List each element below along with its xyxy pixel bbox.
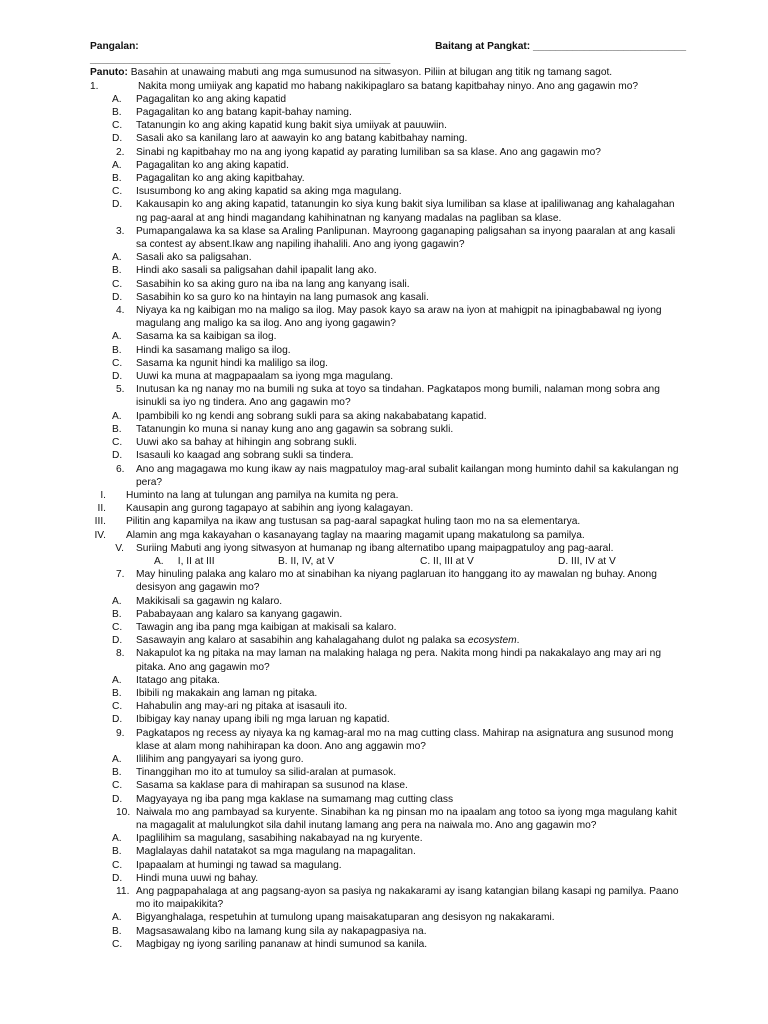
question-10 bbox=[90, 806, 682, 832]
choice-c[interactable] bbox=[90, 436, 682, 449]
choice-c[interactable] bbox=[90, 119, 682, 132]
roman-item-3 bbox=[90, 515, 682, 528]
roman-text: Huminto na lang at tulungan ang pamilya na kumita ng pera. bbox=[126, 489, 399, 501]
choice-letter: A. bbox=[112, 159, 122, 171]
question-8 bbox=[90, 647, 682, 673]
question-text: Nakita mong umiiyak ang kapatid mo habang nakikipaglaro sa batang kapitbahay ninyo. Ano ang gagawin mo? bbox=[138, 80, 639, 92]
choice-d[interactable] bbox=[90, 291, 682, 304]
choice-text: Hindi muna uuwi ng bahay. bbox=[136, 872, 259, 884]
choice-b[interactable] bbox=[90, 925, 682, 938]
question-number: 2. bbox=[116, 146, 125, 158]
choice-letter: A. bbox=[112, 252, 122, 264]
instructions bbox=[90, 66, 682, 79]
question-1 bbox=[90, 80, 682, 93]
choice-text: Ipapaalam at humingi ng tawad sa magulang. bbox=[136, 859, 342, 871]
question-text: Sinabi ng kapitbahay mo na ang iyong kapatid ay parating lumiliban sa sa klase. Ano ang gagawin mo? bbox=[136, 146, 601, 158]
question-number: 1. bbox=[90, 80, 99, 92]
choice-letter: A. bbox=[112, 753, 122, 765]
choice-letter: B. bbox=[112, 107, 122, 119]
choice-text: Hindi ka sasamang maligo sa ilog. bbox=[136, 344, 291, 356]
choice-letter: B. bbox=[112, 846, 122, 858]
question-7 bbox=[90, 568, 682, 594]
choice-a[interactable] bbox=[90, 410, 682, 423]
choice-b[interactable] bbox=[90, 344, 682, 357]
choice-text: Ibibigay kay nanay upang ibili ng mga laruan ng kapatid. bbox=[136, 714, 390, 726]
choice-text: Tatanungin ko muna si nanay kung ano ang gagawin sa sobrang sukli. bbox=[136, 423, 454, 435]
choice-letter: D. bbox=[112, 450, 123, 462]
choice-text: Itatago ang pitaka. bbox=[136, 674, 220, 686]
roman-numeral: III. bbox=[94, 516, 106, 528]
question-11 bbox=[90, 885, 682, 911]
choice-letter: B. bbox=[112, 608, 122, 620]
question-6 bbox=[90, 463, 682, 489]
choice-text: Pagagalitan ko ang aking kapatid bbox=[136, 93, 287, 105]
choice-letter: C. bbox=[112, 120, 123, 132]
choice-c[interactable] bbox=[90, 938, 682, 951]
choice-letter: D. bbox=[112, 371, 123, 383]
choice-letter: B. bbox=[112, 925, 122, 937]
roman-numeral: I. bbox=[100, 489, 106, 501]
question-text: Pagkatapos ng recess ay niyaya ka ng kamag-aral mo na mag cutting class. Mahirap na asignatura ang susunod mong klase at alam mong nahihirapan ka doon. Ano ang aggawin mo? bbox=[136, 727, 674, 752]
choice-letter: A. bbox=[112, 912, 122, 924]
choice-a[interactable] bbox=[90, 674, 682, 687]
choice-text: Isasauli ko kaagad ang sobrang sukli sa tindera. bbox=[136, 450, 354, 462]
roman-item-5 bbox=[90, 542, 682, 555]
choice-letter: A. bbox=[154, 555, 164, 567]
question-text: Ang pagpapahalaga at ang pagsang-ayon sa pasiya ng nakakarami ay isang katangian bilang kasapi ng pamilya. Paano mo ito maipakikita? bbox=[136, 886, 679, 911]
choice-text: Hindi ako sasali sa paligsahan dahil ipapalit lang ako. bbox=[136, 265, 377, 277]
choice-letter: C. bbox=[112, 938, 123, 950]
choice-text: Magbigay ng iyong sariling pananaw at hindi sumunod sa kanila. bbox=[136, 938, 428, 950]
roman-text: Suriing Mabuti ang iyong sitwasyon at humanap ng ibang alternatibo upang maipagpatuloy ang pag-aaral. bbox=[136, 542, 614, 554]
question-text: Inutusan ka ng nanay mo na bumili ng suka at toyo sa tindahan. Pagkatapos mong bumili, nalaman mong sobra ang isinukli sa iyo ng tindera. Ano ang gagawin mo? bbox=[136, 384, 660, 409]
question-2 bbox=[90, 146, 682, 159]
choice-a[interactable] bbox=[90, 251, 682, 264]
choice-text: Magyayaya ng iba pang mga kaklase na sumamang mag cutting class bbox=[136, 793, 454, 805]
choice-text: Bigyanghalaga, respetuhin at tumulong upang maisakatuparan ang desisyon ng nakakarami. bbox=[136, 912, 555, 924]
choice-letter: B. bbox=[112, 423, 122, 435]
choice-letter: B. bbox=[112, 265, 122, 277]
question-text: Niyaya ka ng kaibigan mo na maligo sa ilog. May pasok kayo sa araw na iyon at mahigpit na ipinagbabawal ng iyong magulang ang maligo ka sa ilog. Ano ang iyong gagawin? bbox=[136, 305, 662, 330]
choice-text: Sasali ako sa paligsahan. bbox=[136, 252, 252, 264]
choice-letter: B. bbox=[278, 555, 288, 567]
choice-letter: C. bbox=[420, 555, 431, 567]
choice-d[interactable] bbox=[90, 634, 682, 647]
choice-text: Maglalayas dahil natatakot sa mga magulang na mapagalitan. bbox=[136, 846, 416, 858]
q6-choices bbox=[90, 555, 682, 568]
choice-letter: A. bbox=[112, 93, 122, 105]
question-text: Pumapangalawa ka sa klase sa Araling Panlipunan. Mayroong gaganaping paligsahan sa inyong paaralan at ang kasali sa contest ay absent.Ikaw ang napiling ihahalili. Ano ang iyong gagawin? bbox=[136, 225, 676, 251]
choice-text: Sasali ako sa kanilang laro at aawayin ko ang batang kabitbahay naming. bbox=[136, 133, 468, 145]
choice-b[interactable] bbox=[90, 766, 682, 779]
choice-text: Hahabulin ang may-ari ng pitaka at isasauli ito. bbox=[136, 701, 348, 713]
question-number: 5. bbox=[116, 384, 125, 396]
choice-letter: B. bbox=[112, 767, 122, 779]
choice-letter: D. bbox=[112, 291, 123, 303]
choice-text: Ipaglilihim sa magulang, sasabihing nakabayad na ng kuryente. bbox=[136, 833, 423, 845]
choice-text: Sasama ka sa kaibigan sa ilog. bbox=[136, 331, 277, 343]
choice-b[interactable] bbox=[90, 845, 682, 858]
choice-d[interactable] bbox=[90, 198, 682, 224]
question-number: 11. bbox=[116, 886, 130, 897]
roman-text: Pilitin ang kapamilya na ikaw ang tustusan sa pag-aaral sapagkat huling taon mo na sa elementarya. bbox=[126, 516, 581, 528]
choice-a[interactable] bbox=[90, 330, 682, 343]
choice-d[interactable] bbox=[90, 132, 682, 145]
roman-item-4 bbox=[90, 529, 682, 542]
question-3 bbox=[90, 225, 682, 251]
choice-text: Tawagin ang iba pang mga kaibigan at makisali sa kalaro. bbox=[136, 621, 397, 633]
choice-text: Pagagalitan ko ang aking kapitbahay. bbox=[136, 173, 305, 185]
choice-b[interactable] bbox=[90, 687, 682, 700]
roman-item-2 bbox=[90, 502, 682, 515]
choice-letter: D. bbox=[112, 133, 123, 145]
choice-b[interactable] bbox=[90, 172, 682, 185]
choice-text: Pagagalitan ko ang aking kapatid. bbox=[136, 159, 289, 171]
choice-a[interactable] bbox=[90, 595, 682, 608]
question-4 bbox=[90, 304, 682, 330]
question-text: Nakapulot ka ng pitaka na may laman na malaking halaga ng pera. Nakita mong hindi pa nakakalayo ang may ari ng pitaka. Ano ang gagawin mo? bbox=[136, 648, 661, 673]
choice-letter: D. bbox=[112, 872, 123, 884]
roman-numeral: II. bbox=[97, 503, 106, 515]
question-number: 8. bbox=[116, 648, 125, 660]
name-label: Pangalan: bbox=[90, 41, 139, 52]
choice-letter: B. bbox=[112, 173, 122, 185]
choice-b[interactable] bbox=[90, 608, 682, 621]
choice-letter: A. bbox=[112, 674, 122, 686]
choice-text: II, III at V bbox=[433, 555, 474, 567]
choice-c[interactable] bbox=[90, 700, 682, 713]
choice-letter: C. bbox=[112, 278, 123, 290]
name-line: _____________________________________________________ bbox=[90, 54, 391, 66]
header-row bbox=[90, 40, 686, 53]
choice-a[interactable] bbox=[90, 93, 682, 106]
choice-text: Magsasawalang kibo na lamang kung sila ay nakapagpasiya na. bbox=[136, 925, 427, 937]
question-5 bbox=[90, 383, 682, 409]
question-9 bbox=[90, 727, 682, 753]
choice-text: I, II at III bbox=[177, 555, 215, 567]
roman-numeral: V. bbox=[115, 542, 124, 554]
choice-b[interactable] bbox=[278, 555, 420, 568]
choice-b[interactable] bbox=[90, 264, 682, 277]
question-number: 10. bbox=[116, 806, 131, 818]
choice-text: III, IV at V bbox=[571, 555, 616, 567]
choice-b[interactable] bbox=[90, 423, 682, 436]
choice-c[interactable] bbox=[90, 779, 682, 792]
choice-letter: D. bbox=[112, 714, 123, 726]
choice-letter: A. bbox=[112, 595, 122, 607]
choice-text: Uuwi ako sa bahay at hihingin ang sobrang sukli. bbox=[136, 437, 357, 449]
question-number: 4. bbox=[116, 305, 125, 317]
choice-text: Sasabihin ko sa guro ko na hintayin na lang pumasok ang kasali. bbox=[136, 291, 429, 303]
choice-c[interactable] bbox=[90, 859, 682, 872]
choice-d[interactable] bbox=[90, 793, 682, 806]
choice-c[interactable] bbox=[420, 555, 558, 568]
choice-d[interactable] bbox=[90, 713, 682, 726]
grade-section-label: Baitang at Pangkat: ___________________________ bbox=[435, 41, 686, 52]
choice-b[interactable] bbox=[90, 106, 682, 119]
choice-letter: C. bbox=[112, 701, 123, 713]
choice-letter: D. bbox=[112, 793, 123, 805]
choice-d[interactable] bbox=[558, 555, 616, 568]
choice-letter: B. bbox=[112, 344, 122, 356]
choice-letter: C. bbox=[112, 437, 123, 449]
choice-text: Sasabihin ko sa aking guro na iba na lang ang kanyang isali. bbox=[136, 278, 410, 290]
choice-emphasis: ecosystem bbox=[467, 635, 517, 647]
choice-text: Makikisali sa gagawin ng kalaro. bbox=[136, 595, 283, 607]
choice-a[interactable] bbox=[90, 159, 682, 172]
choice-text: Tatanungin ko ang aking kapatid kung bakit siya umiiyak at pauuwiin. bbox=[136, 120, 447, 132]
choice-text: Isusumbong ko ang aking kapatid sa aking mga magulang. bbox=[136, 186, 402, 198]
choice-letter: D. bbox=[112, 199, 123, 211]
choice-text: Tinanggihan mo ito at tumuloy sa silid-aralan at pumasok. bbox=[136, 767, 397, 779]
roman-text: Kausapin ang gurong tagapayo at sabihin ang iyong kalagayan. bbox=[126, 503, 414, 515]
choice-letter: A. bbox=[112, 331, 122, 343]
choice-a[interactable] bbox=[154, 555, 278, 568]
choice-letter: A. bbox=[112, 410, 122, 422]
question-number: 7. bbox=[116, 569, 125, 581]
choice-letter: C. bbox=[112, 859, 123, 871]
question-number: 9. bbox=[116, 727, 125, 739]
choice-a[interactable] bbox=[90, 911, 682, 924]
choice-d[interactable] bbox=[90, 449, 682, 462]
choice-text: Sasawayin ang kalaro at sasabihin ang kahalagahang dulot ng palaka sa bbox=[136, 635, 466, 647]
choice-letter: B. bbox=[112, 687, 122, 699]
choice-text: Pagagalitan ko ang batang kapit-bahay naming. bbox=[136, 107, 352, 119]
choice-c[interactable] bbox=[90, 621, 682, 634]
choice-a[interactable] bbox=[90, 753, 682, 766]
choice-text: II, IV, at V bbox=[290, 555, 335, 567]
choice-tail: . bbox=[516, 635, 520, 647]
choice-text: Sasama sa kaklase para di mahirapan sa susunod na klase. bbox=[136, 780, 408, 792]
roman-item-1 bbox=[90, 489, 682, 502]
instructions-text: Basahin at unawaing mabuti ang mga sumusunod na sitwasyon. Piliin at bilugan ang titik ng tamang sagot. bbox=[130, 67, 613, 79]
question-text: Ano ang magagawa mo kung ikaw ay nais magpatuloy mag-aral subalit kailangan mong huminto dahil sa kakulangan ng pera? bbox=[136, 463, 679, 488]
choice-letter: C. bbox=[112, 780, 123, 792]
choice-text: Ililihim ang pangyayari sa iyong guro. bbox=[136, 753, 304, 765]
choice-letter: C. bbox=[112, 621, 123, 633]
question-text: Naiwala mo ang pambayad sa kuryente. Sinabihan ka ng pinsan mo na ipaalam ang totoo sa iyong mga magulang kahit na magagalit at malulungkot sila dahil inutang lamang ang pera na naiwala mo. Ano ang gagawin mo? bbox=[136, 806, 677, 831]
choice-d[interactable] bbox=[90, 370, 682, 383]
choice-a[interactable] bbox=[90, 832, 682, 845]
choice-c[interactable] bbox=[90, 357, 682, 370]
question-number: 3. bbox=[116, 225, 125, 237]
choice-text: Kakausapin ko ang aking kapatid, tatanungin ko siya kung bakit siya lumiliban sa klase at ipaliliwanag ang kahalagahan ng pag-aaral at ang hindi magandang kahihinatnan ng kanyang madalas na pagliban sa klase. bbox=[136, 199, 675, 224]
choice-text: Uuwi ka muna at magpapaalam sa iyong mga magulang. bbox=[136, 371, 394, 383]
choice-letter: C. bbox=[112, 357, 123, 369]
choice-letter: C. bbox=[112, 186, 123, 198]
choice-letter: D. bbox=[558, 555, 569, 567]
question-number: 6. bbox=[116, 463, 125, 475]
choice-text: Ibibili ng makakain ang laman ng pitaka. bbox=[136, 687, 318, 699]
roman-text: Alamin ang mga kakayahan o kasanayang taglay na maaring magamit upang makatulong sa pamilya. bbox=[126, 529, 585, 541]
choice-text: Sasama ka ngunit hindi ka maliligo sa ilog. bbox=[136, 357, 328, 369]
choice-c[interactable] bbox=[90, 278, 682, 291]
choice-c[interactable] bbox=[90, 185, 682, 198]
choice-letter: D. bbox=[112, 635, 123, 647]
roman-numeral: IV. bbox=[94, 529, 106, 541]
choice-d[interactable] bbox=[90, 872, 682, 885]
instructions-label: Panuto: bbox=[90, 67, 128, 79]
choice-text: Pababayaan ang kalaro sa kanyang gagawin. bbox=[136, 608, 343, 620]
question-text: May hinuling palaka ang kalaro mo at sinabihan ka niyang paglaruan ito hanggang ito ay mawalan ng buhay. Anong desisyon ang gagawin mo? bbox=[136, 569, 657, 594]
choice-text: Ipambibili ko ng kendi ang sobrang sukli para sa aking nakababatang kapatid. bbox=[136, 410, 487, 422]
choice-letter: A. bbox=[112, 833, 122, 845]
